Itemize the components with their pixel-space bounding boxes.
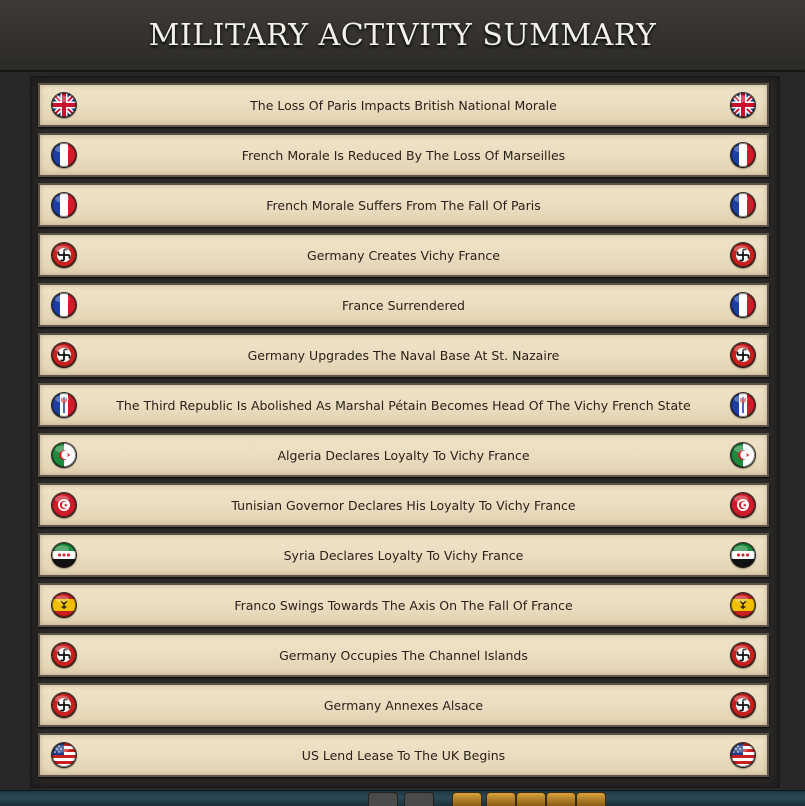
event-row[interactable] [38,733,769,777]
vichy-flag-icon [52,393,76,417]
germany-flag-icon [731,693,755,717]
usa-flag-icon [52,743,76,767]
event-row[interactable] [38,183,769,227]
event-row[interactable] [38,283,769,327]
event-text: Franco Swings Towards The Axis On The Fall Of France [234,598,573,613]
event-row[interactable] [38,483,769,527]
event-row[interactable] [38,633,769,677]
unit-icon[interactable] [452,792,482,806]
event-row[interactable] [38,233,769,277]
tunisia-flag-icon [731,493,755,517]
arrow-left-icon[interactable] [368,792,398,806]
event-row[interactable] [38,383,769,427]
spain-flag-icon [52,593,76,617]
algeria-flag-icon [731,443,755,467]
unit-icon[interactable] [546,792,576,806]
syria-flag-icon [731,543,755,567]
event-row[interactable] [38,683,769,727]
bottom-toolbar [0,790,805,806]
event-text: The Third Republic Is Abolished As Marshal Pétain Becomes Head Of The Vichy French State [116,398,691,413]
event-row[interactable] [38,83,769,127]
unit-icon[interactable] [576,792,606,806]
event-text: Germany Creates Vichy France [307,248,500,263]
event-text: Germany Annexes Alsace [323,698,484,713]
unit-icon[interactable] [516,792,546,806]
event-text: The Loss Of Paris Impacts British National Morale [250,98,557,113]
germany-flag-icon [731,243,755,267]
france-flag-icon [52,143,76,167]
germany-flag-icon [52,643,76,667]
france-flag-icon [52,293,76,317]
france-flag-icon [731,143,755,167]
event-text: Germany Occupies The Channel Islands [279,648,528,663]
event-text: French Morale Suffers From The Fall Of Paris [266,198,541,213]
event-text: French Morale Is Reduced By The Loss Of Marseilles [241,148,566,163]
event-row[interactable] [38,133,769,177]
algeria-flag-icon [52,443,76,467]
page-title: MILITARY ACTIVITY SUMMARY [148,18,657,53]
france-flag-icon [52,193,76,217]
uk-flag-icon [52,93,76,117]
event-row[interactable] [38,533,769,577]
event-text: Tunisian Governor Declares His Loyalty To Vichy France [231,498,576,513]
germany-flag-icon [731,343,755,367]
title-bar [0,0,805,72]
germany-flag-icon [52,693,76,717]
event-text: US Lend Lease To The UK Begins [301,748,506,763]
germany-flag-icon [52,343,76,367]
event-text: Germany Upgrades The Naval Base At St. Nazaire [247,348,560,363]
arrow-right-icon[interactable] [404,792,434,806]
france-flag-icon [731,293,755,317]
france-flag-icon [731,193,755,217]
event-text: Syria Declares Loyalty To Vichy France [283,548,524,563]
usa-flag-icon [731,743,755,767]
event-row[interactable] [38,433,769,477]
event-row[interactable] [38,583,769,627]
event-text: Algeria Declares Loyalty To Vichy France [277,448,530,463]
tunisia-flag-icon [52,493,76,517]
germany-flag-icon [731,643,755,667]
event-row[interactable] [38,333,769,377]
spain-flag-icon [731,593,755,617]
event-text: France Surrendered [342,298,465,313]
syria-flag-icon [52,543,76,567]
unit-icon[interactable] [486,792,516,806]
vichy-flag-icon [731,393,755,417]
uk-flag-icon [731,93,755,117]
germany-flag-icon [52,243,76,267]
